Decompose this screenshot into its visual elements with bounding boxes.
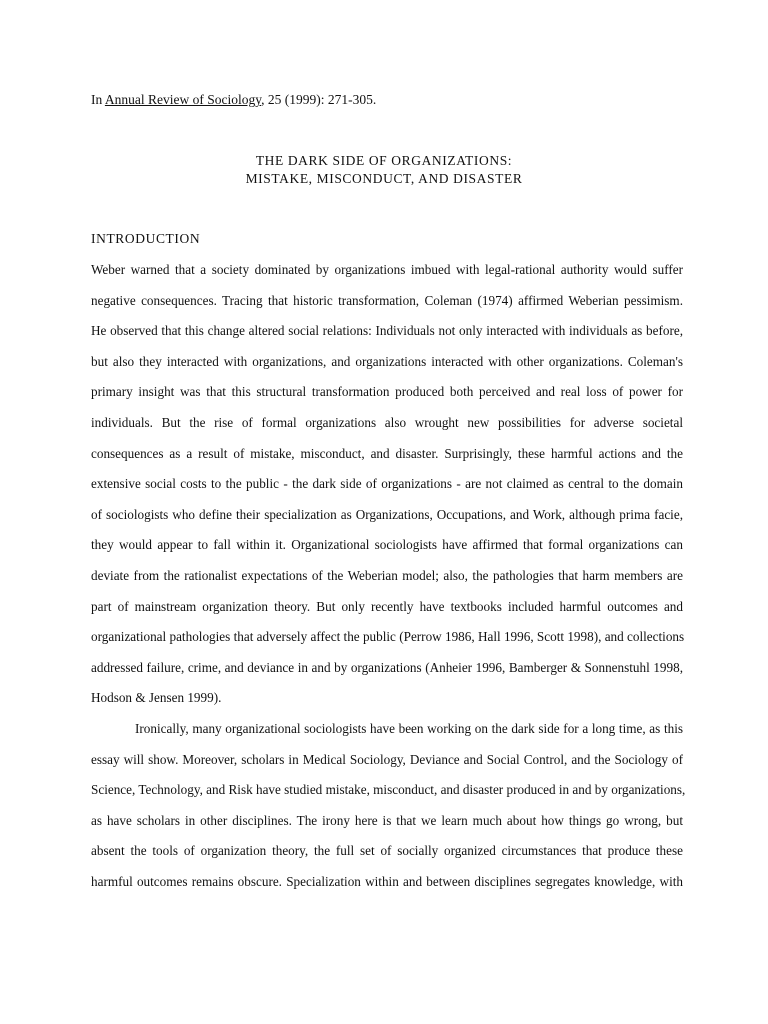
- text-line: Hodson & Jensen 1999).: [91, 690, 222, 706]
- text-line: He observed that this change altered social relations: Individuals not only interacted with individuals as before,: [91, 323, 683, 339]
- text-line: primary insight was that this structural transformation produced both perceived and real loss of power for: [91, 384, 683, 400]
- document-title: [0, 152, 768, 188]
- text-line: negative consequences. Tracing that historic transformation, Coleman (1974) affirmed Weberian pessimism.: [91, 292, 683, 308]
- citation-prefix: In: [91, 92, 105, 107]
- text-line: essay will show. Moreover, scholars in Medical Sociology, Deviance and Social Control, and the Sociology of: [91, 751, 683, 767]
- text-line: but also they interacted with organizations, and organizations interacted with other organizations. Coleman's: [91, 353, 683, 369]
- text-line: extensive social costs to the public - the dark side of organizations - are not claimed as central to the domain: [91, 476, 683, 492]
- text-line: of sociologists who define their specialization as Organizations, Occupations, and Work, although prima facie,: [91, 506, 683, 522]
- text-line: part of mainstream organization theory. But only recently have textbooks included harmful outcomes and: [91, 598, 683, 614]
- text-line: harmful outcomes remains obscure. Specialization within and between disciplines segregates knowledge, with: [91, 873, 683, 889]
- journal-name: Annual Review of Sociology: [104, 92, 262, 107]
- text-line: consequences as a result of mistake, misconduct, and disaster. Surprisingly, these harmful actions and the: [91, 445, 683, 461]
- text-line: as have scholars in other disciplines. The irony here is that we learn much about how things go wrong, but: [91, 812, 683, 828]
- body-text: [91, 260, 686, 902]
- text-line: Ironically, many organizational sociologists have been working on the dark side for a long time, as this: [135, 720, 683, 736]
- text-line: they would appear to fall within it. Organizational sociologists have affirmed that formal organizations can: [91, 537, 683, 553]
- text-line: organizational pathologies that adversely affect the public (Perrow 1986, Hall 1996, Scott 1998), and collections: [91, 629, 685, 645]
- title-line-1: THE DARK SIDE OF ORGANIZATIONS:: [255, 153, 513, 168]
- citation-suffix: , 25 (1999): 271-305.: [261, 92, 377, 107]
- section-heading: INTRODUCTION: [91, 231, 201, 246]
- text-line: Science, Technology, and Risk have studied mistake, misconduct, and disaster produced in and by organizations,: [91, 782, 686, 798]
- text-line: individuals. But the rise of formal organizations also wrought new possibilities for adverse societal: [91, 414, 683, 430]
- text-line: deviate from the rationalist expectations of the Weberian model; also, the pathologies that harm members are: [91, 567, 683, 583]
- text-line: absent the tools of organization theory, the full set of socially organized circumstances that produce these: [91, 843, 683, 859]
- title-line-2: MISTAKE, MISCONDUCT, AND DISASTER: [245, 171, 523, 186]
- citation: [91, 92, 376, 108]
- text-line: addressed failure, crime, and deviance in and by organizations (Anheier 1996, Bamberger & Sonnenstuhl 1998,: [91, 659, 683, 675]
- text-line: Weber warned that a society dominated by organizations imbued with legal-rational authority would suffer: [91, 262, 683, 277]
